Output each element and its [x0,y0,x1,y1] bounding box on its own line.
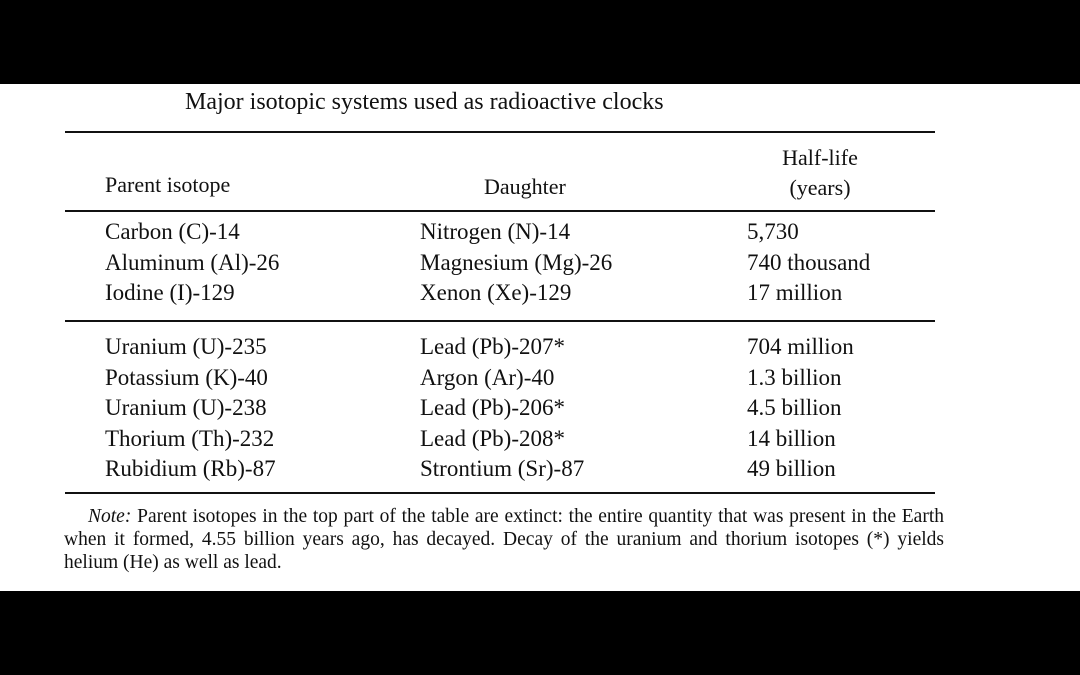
table-row [0,365,1080,396]
daughter-cell: Lead (Pb)-207* [420,334,565,359]
parent-cell: Rubidium (Rb)-87 [105,456,276,481]
header-daughter: Daughter [484,174,566,199]
note-label: Note: [88,506,132,527]
table-row [0,456,1080,487]
note-text: Parent isotopes in the top part of the table are extinct: the entire quantity that was present in the Earth when it formed, 4.55 billion years ago, has decayed. Decay of the uranium and thorium isotopes (*) yields helium (He) as well as lead. [64,506,945,573]
table-row [0,334,1080,365]
parent-cell: Carbon (C)-14 [105,219,240,244]
daughter-cell: Lead (Pb)-208* [420,425,565,451]
parent-cell: Iodine (I)-129 [105,280,235,305]
bottom-rule [65,492,935,494]
table-group-extinct [0,219,1080,311]
parent-cell: Aluminum (Al)-26 [105,249,280,275]
daughter-cell: Argon (Ar)-40 [420,364,555,390]
half-life-cell: 5,730 [747,219,799,244]
header-parent-isotope: Parent isotope [105,172,231,197]
half-life-cell: 17 million [747,280,843,305]
daughter-cell: Xenon (Xe)-129 [420,280,572,305]
table-note [64,505,944,574]
parent-cell: Uranium (U)-238 [105,395,267,420]
table-row [0,395,1080,426]
table-row [0,219,1080,250]
half-life-cell: 1.3 billion [747,364,842,390]
header-half-life [745,143,895,203]
daughter-cell: Strontium (Sr)-87 [420,456,585,481]
header-rule [65,210,935,212]
top-rule [65,131,935,133]
header-half-life-line1: Half-life [782,145,858,170]
section-rule [65,320,935,322]
document-page [0,84,1080,591]
half-life-cell: 740 thousand [747,249,871,275]
daughter-cell: Magnesium (Mg)-26 [420,249,613,275]
table-title: Major isotopic systems used as radioactive clocks [185,89,664,115]
table-group-active [0,334,1080,487]
half-life-cell: 49 billion [747,456,836,481]
parent-cell: Potassium (K)-40 [105,364,268,390]
table-row [0,426,1080,457]
header-half-life-line2: (years) [789,175,851,200]
half-life-cell: 704 million [747,334,854,359]
parent-cell: Uranium (U)-235 [105,334,267,359]
table-row [0,250,1080,281]
daughter-cell: Lead (Pb)-206* [420,395,565,420]
half-life-cell: 14 billion [747,425,836,451]
daughter-cell: Nitrogen (N)-14 [420,219,571,244]
parent-cell: Thorium (Th)-232 [105,425,275,451]
half-life-cell: 4.5 billion [747,395,842,420]
table-row [0,280,1080,311]
